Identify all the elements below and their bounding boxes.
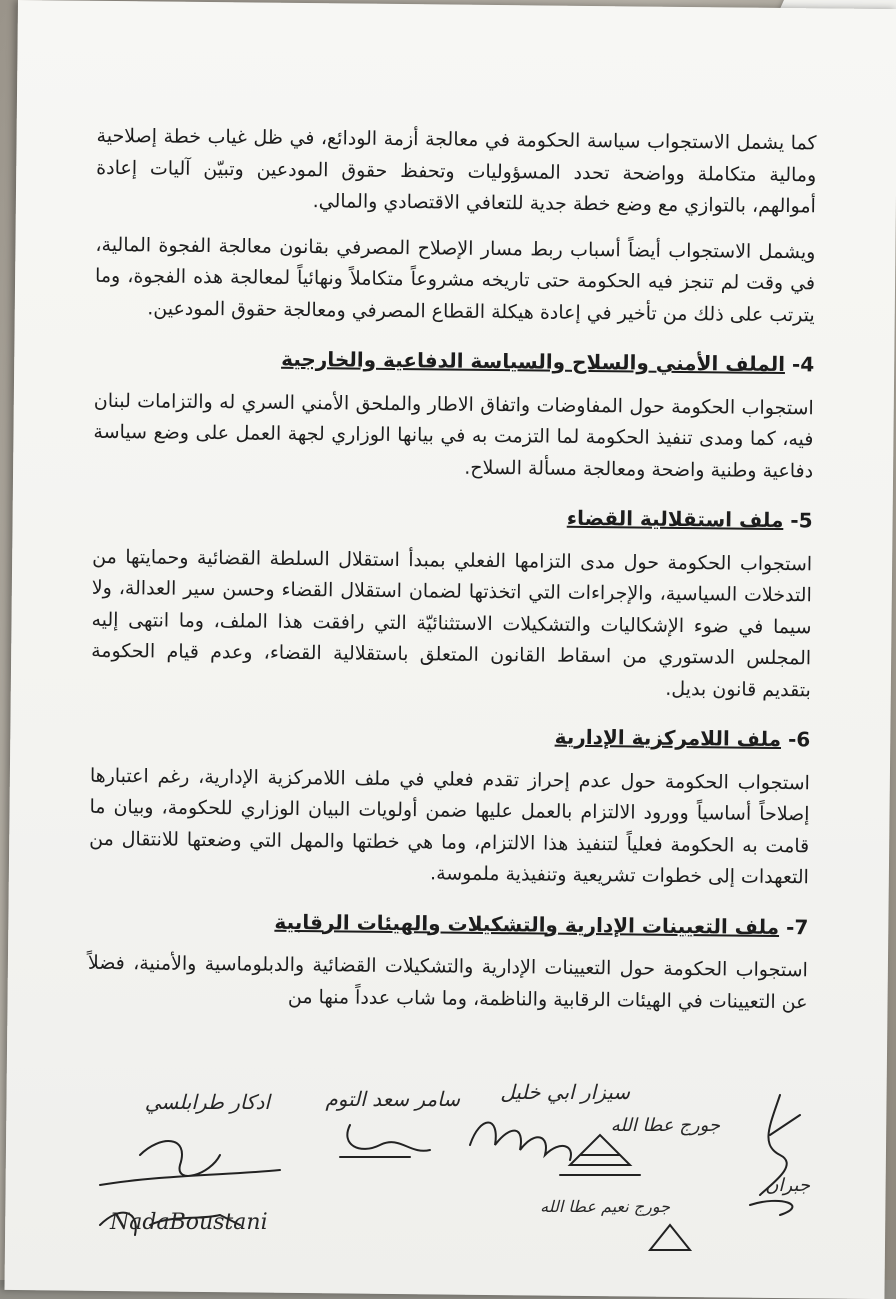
- signature-name-2: سامر سعد التوم: [325, 1087, 460, 1111]
- section-5-heading: [92, 498, 812, 537]
- signature-scribble-stamp: [560, 1135, 640, 1175]
- signature-name-4: جورج عطا الله: [610, 1115, 720, 1136]
- signature-name-3: سيزار ابي خليل: [500, 1080, 630, 1104]
- section-5-number: 5-: [790, 508, 813, 533]
- section-4-title: الملف الأمني والسلاح والسياسة الدفاعية والخارجية: [281, 346, 786, 377]
- intro-paragraph-1: كما يشمل الاستجواب سياسة الحكومة في معالجة أزمة الودائع، في ظل غياب خطة إصلاحية ومالية متكاملة وواضحة تحدد المسؤوليات وتحفظ حقوق المودعين وتبيّن آليات إعادة أموالهم، بالتوازي مع وضع خطة جدية للتعافي الاقتصادي والمالي.: [96, 124, 817, 218]
- section-4-body: استجواب الحكومة حول المفاوضات واتفاق الاطار والملحق الأمني السري له والتزامات لبنان فيه، كما ومدى تنفيذ الحكومة لما التزمت به في بيانها الوزاري لجهة العمل على وضع سياسة دفاعية وطنية واضحة ومعالجة مسألة السلاح.: [93, 389, 814, 482]
- section-5-body: استجواب الحكومة حول مدى التزامها الفعلي بمبدأ استقلال السلطة القضائية وحمايتها من التدخلات السياسية، والإجراءات التي اتخذتها لضمان استقلال القضاء وحسن سير العدالة، ولا سيما في ضوء الإشكاليات والتشكيلات الاستثنائيّة التي رافقت هذا الملف، وما انتهى إليه المجلس الدستوري من اسقاط القانون المتعلق باستقلالية القضاء، وعدم قيام الحكومة بتقديم قانون بديل.: [91, 545, 813, 701]
- section-7-number: 7-: [785, 914, 809, 939]
- signature-name-5: جبران: [765, 1175, 810, 1196]
- signature-name-6: NadaBoustani: [110, 1210, 268, 1235]
- signature-scribble-samer: [340, 1125, 430, 1157]
- section-7-title: ملف التعيينات الإدارية والتشكيلات والهيئات الرقابية: [274, 909, 780, 939]
- intro-paragraph-2: ويشمل الاستجواب أيضاً أسباب ربط مسار الإصلاح المصرفي بقانون معالجة الفجوة المالية، في وقت لم تنجز فيه الحكومة حتى تاريخه مشروعاً متكاملاً ونهائياً لمعالجة هذه الفجوة، وما يترتب على ذلك من تأخير في إعادة هيكلة القطاع المصرفي ومعالجة حقوق المودعين.: [95, 233, 816, 326]
- section-4-heading: [94, 342, 814, 381]
- document-body: [87, 121, 816, 1032]
- section-6-heading: [90, 717, 810, 756]
- signature-scribble-cesar: [470, 1123, 571, 1161]
- signatures-area: [80, 1075, 840, 1275]
- signature-scribble-right: [750, 1095, 800, 1215]
- signature-scribble-edgar: [100, 1141, 280, 1185]
- signature-name-1: ادكار طرابلسي: [144, 1090, 270, 1114]
- signature-scribble-bottom-stamp: [650, 1225, 690, 1250]
- section-6-title: ملف اللامركزية الإدارية: [554, 724, 782, 752]
- section-7-body: استجواب الحكومة حول التعيينات الإدارية والتشكيلات القضائية والدبلوماسية والأمنية، فضلاً عن التعيينات في الهيئات الرقابية والناظمة، وما شاب عدداً منها من: [87, 951, 808, 1013]
- section-5-title: ملف استقلالية القضاء: [566, 505, 784, 533]
- stamp-text: جورج نعيم عطا الله: [540, 1197, 670, 1216]
- section-7-heading: [88, 904, 808, 943]
- section-4-number: 4-: [791, 352, 815, 377]
- section-6-number: 6-: [787, 727, 811, 752]
- section-6-body: استجواب الحكومة حول عدم إحراز تقدم فعلي في ملف اللامركزية الإدارية، رغم اعتبارها إصلاحاً أساسياً وورود الالتزام بالعمل عليها ضمن أولويات البيان الوزاري للحكومة، وبيان ما قامت به الحكومة فعلياً لتنفيذ هذا الالتزام، وما هي خطتها والمهل التي وضعتها للانتقال من التعهدات إلى خطوات تشريعية وتنفيذية ملموسة.: [89, 764, 810, 889]
